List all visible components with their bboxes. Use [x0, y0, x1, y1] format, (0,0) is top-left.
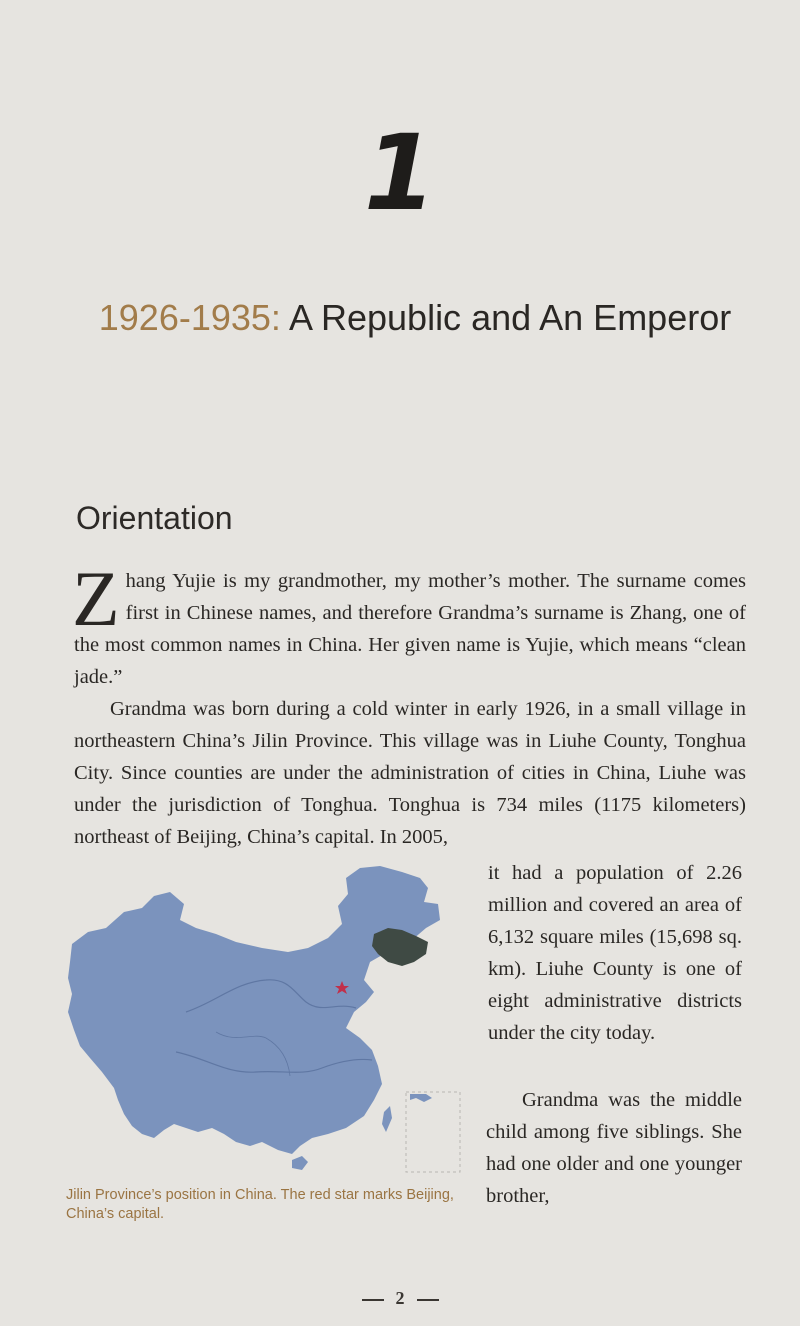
south-china-sea-inset: [406, 1092, 460, 1172]
chapter-title-years: 1926-1935:: [98, 297, 281, 338]
dash-left: [362, 1299, 384, 1301]
paragraph-intro: [72, 555, 746, 693]
page-number: 2: [395, 1288, 405, 1308]
china-map-figure: [66, 862, 466, 1182]
paragraph-intro-text: hang Yujie is my grandmother, my mother’s mother. The surname comes first in Chinese names, and therefore Grandma’s surname is Zhang, one of the most common names in China. Her given name is Yujie, which means “clean jade.”: [74, 570, 746, 688]
paragraph-birth: Grandma was born during a cold winter in early 1926, in a small village in northeastern China’s Jilin Province. This village was in Liuhe County, Tonghua City. Since counties are under the administration of cities in China, Liuhe was under the jurisdiction of Tonghua. Tonghua is 734 miles (1175 kilometers) northeast of Beijing, China’s capital. In 2005,: [74, 698, 746, 848]
drop-cap: Z: [72, 555, 120, 642]
chapter-title: [0, 296, 800, 340]
hainan-island: [292, 1156, 308, 1170]
section-heading: Orientation: [76, 500, 233, 536]
jilin-province-highlight: [372, 928, 428, 966]
paragraph-population: it had a population of 2.26 million and covered an area of 6,132 square miles (15,698 sq. km). Liuhe County is one of eight administrative districts under the city today.: [488, 862, 742, 1044]
figure-caption: Jilin Province’s position in China. The red star marks Beijing, China’s capital.: [66, 1187, 454, 1222]
dash-right: [417, 1299, 439, 1301]
page-number-footer: [0, 1286, 800, 1310]
chapter-number: 1: [363, 112, 437, 234]
taiwan-island: [382, 1106, 392, 1132]
chapter-title-text: A Republic and An Emperor: [288, 297, 732, 338]
inset-coastline: [410, 1094, 432, 1102]
paragraph-siblings: Grandma was the middle child among five siblings. She had one older and one younger brother,: [486, 1089, 742, 1207]
china-map-shape: [68, 866, 440, 1154]
